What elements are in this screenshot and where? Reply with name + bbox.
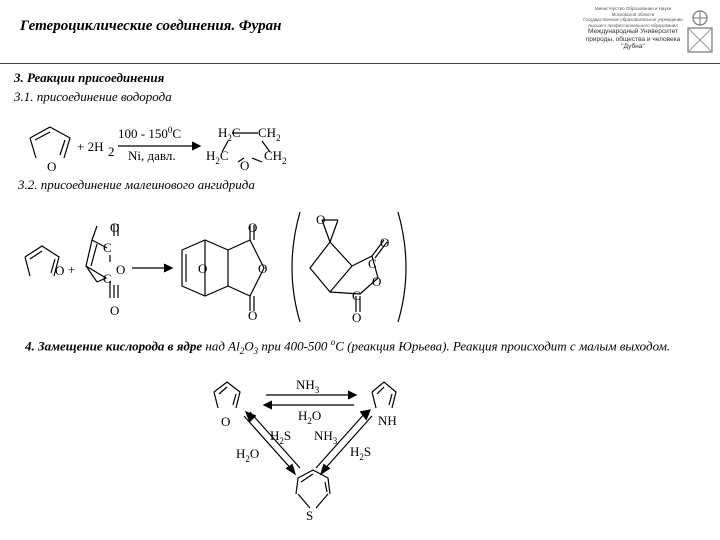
svg-text:NH3: $NH_3$ <box>314 428 338 446</box>
svg-text:H2S: $H_2S$ <box>350 444 372 462</box>
svg-text:O: O <box>110 220 120 235</box>
svg-text:C: C <box>103 271 112 286</box>
svg-text:O: O <box>110 303 120 318</box>
svg-text:C: C <box>368 256 377 271</box>
svg-text:+ 2H: + 2H <box>77 139 104 154</box>
section-3-2-heading: 3.2. присоединение малеинового ангидрида <box>18 177 255 192</box>
svg-text:O: O <box>352 310 362 325</box>
svg-text:+: + <box>68 262 76 277</box>
svg-text:O: O <box>240 158 250 173</box>
svg-text:O: O <box>248 220 258 235</box>
svg-text:C: C <box>352 288 361 303</box>
svg-text:H2S: $H_2S$ <box>270 428 292 446</box>
svg-text:CH2: $CH_2$ <box>258 125 281 143</box>
svg-text:O: O <box>47 159 57 174</box>
svg-text:NH3: $NH_3$ <box>296 377 320 395</box>
svg-text:O: O <box>258 261 268 276</box>
svg-text:H2O: $H_2O$ <box>236 446 260 464</box>
svg-text:O: O <box>116 262 126 277</box>
svg-text:2: 2 <box>108 144 115 159</box>
svg-text:CH2: $CH_2$ <box>264 148 287 166</box>
svg-text:H2C: $H_2C$ <box>206 148 229 166</box>
slide-title: Гетероциклические соединения. Фуран <box>20 18 282 34</box>
section-4-paragraph: 4. Замещение кислорода в ядре над $Al_2O_3$ при 400-500 $^o$С (реакция Юрьева). Реакция происходит с малым выходом. <box>25 337 671 356</box>
svg-text:S: S <box>306 508 314 523</box>
logo-university-name: Международный Университет природы, общества и человека "Дубна" <box>585 28 681 50</box>
svg-text:NH: NH <box>378 413 397 428</box>
svg-text:O: O <box>55 263 65 278</box>
svg-text:O: O <box>316 212 326 227</box>
svg-text:O: O <box>372 274 382 289</box>
svg-text:O: O <box>221 414 231 429</box>
svg-text:100 - 1500C: $100 - 150^0C$ <box>118 125 182 141</box>
svg-text:H2O: $H_2O$ <box>298 408 322 426</box>
section-3-title: 3. Реакции присоединения <box>14 70 165 85</box>
svg-text:O: O <box>380 235 390 250</box>
svg-text:O: O <box>248 308 258 323</box>
svg-text:O: O <box>198 261 208 276</box>
logo-ministry-text: Министерство Образования и Науки Московской области Государственное образовательное учреждение высшего профессионального образования <box>583 6 683 28</box>
svg-text:Ni, давл.: Ni, давл. <box>128 148 176 163</box>
section-3-1-heading: 3.1. присоединение водорода <box>14 89 172 104</box>
svg-text:C: C <box>103 240 112 255</box>
svg-text:H2C: $H_2C$ <box>218 125 241 143</box>
furan-ring-1 <box>30 127 70 158</box>
